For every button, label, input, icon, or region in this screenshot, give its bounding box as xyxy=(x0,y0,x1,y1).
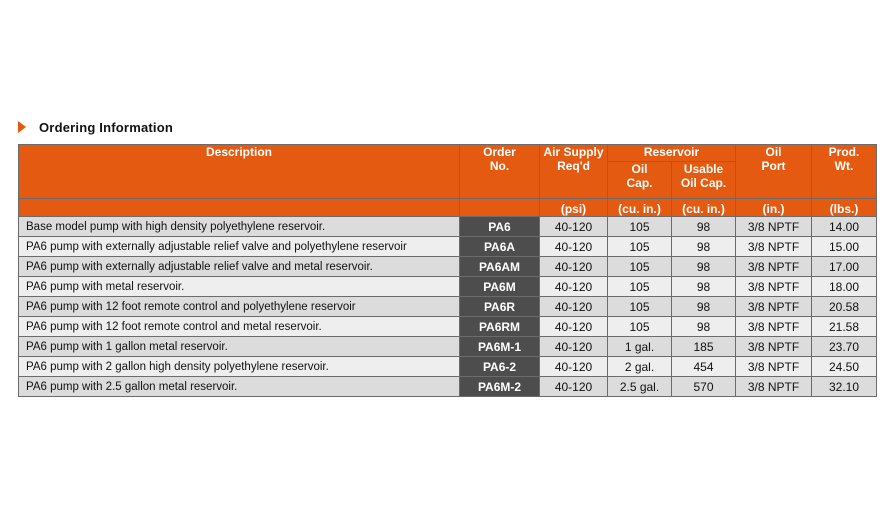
table-row xyxy=(19,337,877,357)
cell-oil-port: 3/8 NPTF xyxy=(736,357,812,377)
cell-oil-cap: 105 xyxy=(608,257,672,277)
header-reservoir: Reservoir xyxy=(608,145,736,162)
cell-weight: 20.58 xyxy=(812,297,877,317)
header-air-supply-line1: Air Supply xyxy=(543,145,604,159)
cell-description: PA6 pump with 2.5 gallon metal reservoir. xyxy=(19,377,460,397)
cell-description: PA6 pump with externally adjustable relief valve and metal reservoir. xyxy=(19,257,460,277)
cell-oil-cap: 1 gal. xyxy=(608,337,672,357)
cell-oil-cap: 105 xyxy=(608,297,672,317)
cell-weight: 15.00 xyxy=(812,237,877,257)
cell-weight: 24.50 xyxy=(812,357,877,377)
table-row xyxy=(19,317,877,337)
cell-order-no: PA6AM xyxy=(460,257,540,277)
cell-weight: 14.00 xyxy=(812,217,877,237)
header-prod-wt-line1: Prod. xyxy=(828,145,860,159)
header-oil-port-line1: Oil xyxy=(765,145,782,159)
unit-oil-port: (in.) xyxy=(736,199,812,217)
cell-oil-port: 3/8 NPTF xyxy=(736,377,812,397)
header-order-no-line2: No. xyxy=(489,159,510,173)
table-row xyxy=(19,297,877,317)
unit-prod-wt: (lbs.) xyxy=(812,199,877,217)
cell-oil-cap: 105 xyxy=(608,237,672,257)
cell-order-no: PA6R xyxy=(460,297,540,317)
cell-description: PA6 pump with metal reservoir. xyxy=(19,277,460,297)
cell-air-supply: 40-120 xyxy=(540,237,608,257)
cell-air-supply: 40-120 xyxy=(540,217,608,237)
header-usable-oil-cap xyxy=(672,162,736,199)
cell-weight: 32.10 xyxy=(812,377,877,397)
cell-oil-port: 3/8 NPTF xyxy=(736,297,812,317)
cell-description: PA6 pump with externally adjustable relief valve and polyethylene reservoir xyxy=(19,237,460,257)
header-oil-cap-line1: Oil xyxy=(631,162,648,176)
cell-air-supply: 40-120 xyxy=(540,277,608,297)
cell-weight: 23.70 xyxy=(812,337,877,357)
header-usable-line2: Oil Cap. xyxy=(680,176,727,190)
cell-air-supply: 40-120 xyxy=(540,377,608,397)
cell-order-no: PA6-2 xyxy=(460,357,540,377)
cell-air-supply: 40-120 xyxy=(540,257,608,277)
cell-weight: 17.00 xyxy=(812,257,877,277)
table-row xyxy=(19,257,877,277)
cell-oil-port: 3/8 NPTF xyxy=(736,277,812,297)
table-row xyxy=(19,377,877,397)
orange-bullet-icon xyxy=(18,121,26,133)
cell-weight: 21.58 xyxy=(812,317,877,337)
cell-oil-port: 3/8 NPTF xyxy=(736,237,812,257)
cell-oil-port: 3/8 NPTF xyxy=(736,217,812,237)
cell-oil-port: 3/8 NPTF xyxy=(736,317,812,337)
header-air-supply xyxy=(540,145,608,199)
cell-air-supply: 40-120 xyxy=(540,297,608,317)
cell-usable-oil-cap: 98 xyxy=(672,257,736,277)
cell-air-supply: 40-120 xyxy=(540,337,608,357)
cell-usable-oil-cap: 98 xyxy=(672,297,736,317)
cell-usable-oil-cap: 185 xyxy=(672,337,736,357)
cell-description: PA6 pump with 2 gallon high density polyethylene reservoir. xyxy=(19,357,460,377)
cell-air-supply: 40-120 xyxy=(540,357,608,377)
cell-order-no: PA6RM xyxy=(460,317,540,337)
unit-usable: (cu. in.) xyxy=(672,199,736,217)
cell-description: PA6 pump with 12 foot remote control and polyethylene reservoir xyxy=(19,297,460,317)
unit-air-supply: (psi) xyxy=(540,199,608,217)
cell-usable-oil-cap: 98 xyxy=(672,317,736,337)
cell-oil-cap: 105 xyxy=(608,277,672,297)
table-row xyxy=(19,277,877,297)
table-row xyxy=(19,217,877,237)
table-row xyxy=(19,357,877,377)
header-usable-line1: Usable xyxy=(683,162,724,176)
header-order-no-line1: Order xyxy=(483,145,516,159)
cell-order-no: PA6 xyxy=(460,217,540,237)
unit-oil-cap: (cu. in.) xyxy=(608,199,672,217)
cell-usable-oil-cap: 98 xyxy=(672,217,736,237)
table-header xyxy=(19,145,877,217)
header-order-no xyxy=(460,145,540,199)
cell-oil-cap: 105 xyxy=(608,217,672,237)
header-oil-cap-line2: Cap. xyxy=(626,176,653,190)
header-description: Description xyxy=(19,145,460,199)
cell-oil-cap: 105 xyxy=(608,317,672,337)
header-oil-port-line2: Port xyxy=(761,159,786,173)
cell-order-no: PA6M xyxy=(460,277,540,297)
header-prod-wt xyxy=(812,145,877,199)
cell-usable-oil-cap: 454 xyxy=(672,357,736,377)
header-air-supply-line2: Req'd xyxy=(557,159,590,173)
ordering-table xyxy=(18,144,877,397)
cell-order-no: PA6M-1 xyxy=(460,337,540,357)
cell-oil-cap: 2.5 gal. xyxy=(608,377,672,397)
header-oil-port xyxy=(736,145,812,199)
cell-usable-oil-cap: 570 xyxy=(672,377,736,397)
cell-oil-port: 3/8 NPTF xyxy=(736,257,812,277)
cell-description: PA6 pump with 12 foot remote control and metal reservoir. xyxy=(19,317,460,337)
cell-oil-port: 3/8 NPTF xyxy=(736,337,812,357)
cell-air-supply: 40-120 xyxy=(540,317,608,337)
unit-description-blank xyxy=(19,199,460,217)
cell-order-no: PA6M-2 xyxy=(460,377,540,397)
table-body xyxy=(19,217,877,397)
cell-order-no: PA6A xyxy=(460,237,540,257)
section-header xyxy=(18,118,173,136)
section-title: Ordering Information xyxy=(39,119,173,135)
header-prod-wt-line2: Wt. xyxy=(834,159,854,173)
unit-order-no-blank xyxy=(460,199,540,217)
units-row xyxy=(19,199,877,217)
table-row xyxy=(19,237,877,257)
header-oil-cap xyxy=(608,162,672,199)
cell-weight: 18.00 xyxy=(812,277,877,297)
cell-description: PA6 pump with 1 gallon metal reservoir. xyxy=(19,337,460,357)
cell-description: Base model pump with high density polyethylene reservoir. xyxy=(19,217,460,237)
cell-usable-oil-cap: 98 xyxy=(672,277,736,297)
cell-oil-cap: 2 gal. xyxy=(608,357,672,377)
cell-usable-oil-cap: 98 xyxy=(672,237,736,257)
